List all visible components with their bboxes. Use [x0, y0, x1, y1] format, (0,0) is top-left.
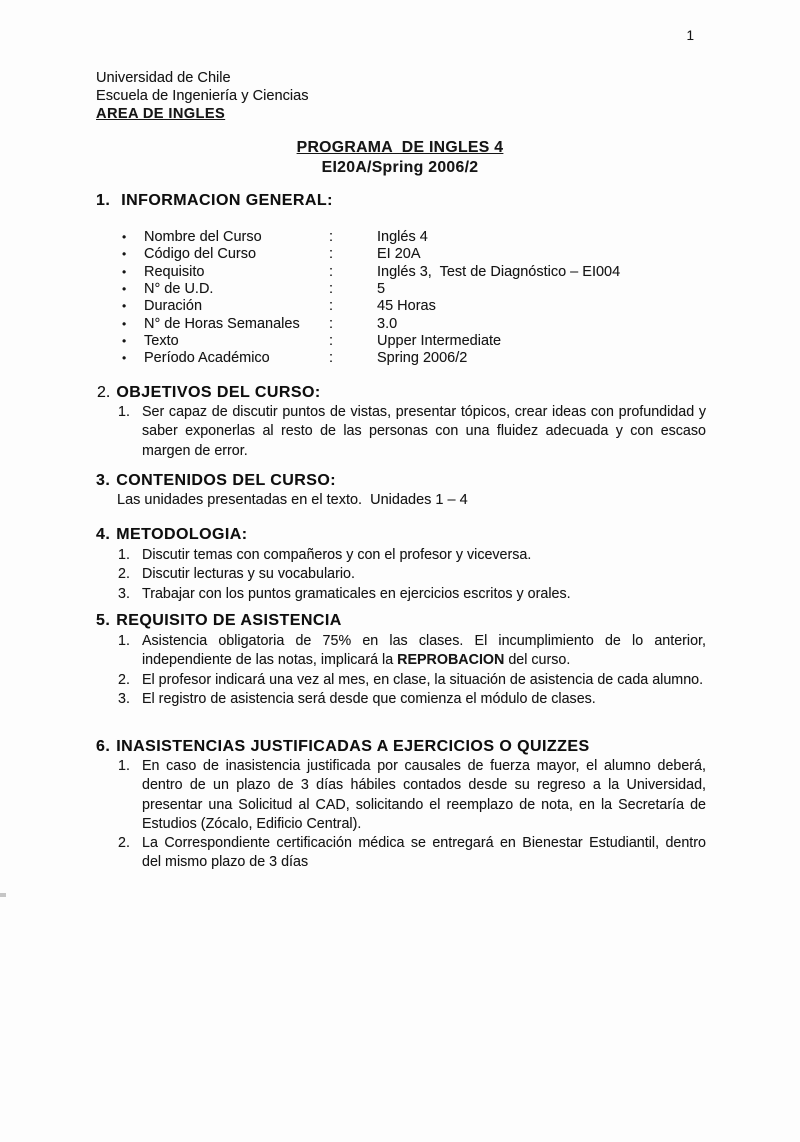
info-row [96, 246, 756, 263]
department-name: AREA DE INGLES [96, 106, 226, 123]
bullet-icon: • [122, 351, 127, 366]
info-value: Spring 2006/2 [377, 350, 468, 367]
school-name: Escuela de Ingeniería y Ciencias [96, 88, 309, 105]
document-title: PROGRAMA DE INGLES 4 [296, 139, 504, 156]
list-item [0, 546, 800, 565]
section-title: REQUISITO DE ASISTENCIA [116, 612, 342, 629]
institution-name: Universidad de Chile [96, 70, 231, 86]
item-text: El profesor indicará una vez al mes, en clase, la situación de asistencia de cada alumno. [142, 671, 704, 688]
bullet-icon: • [122, 247, 127, 262]
section-number: 5. [96, 612, 111, 629]
section-heading-objectives [97, 384, 321, 402]
section-heading-methodology [96, 526, 248, 544]
title-block [0, 138, 800, 177]
section-heading-attendance [96, 612, 342, 630]
item-text [142, 632, 706, 671]
item-number: 2. [118, 671, 130, 688]
section-title: METODOLOGIA: [116, 526, 248, 543]
section-number: 2. [97, 384, 111, 401]
document-subtitle: EI20A/Spring 2006/2 [321, 158, 479, 176]
info-separator: : [329, 281, 334, 298]
section-title: OBJETIVOS DEL CURSO: [116, 384, 321, 401]
info-label: Período Académico [144, 350, 270, 367]
page-number: 1 [686, 28, 694, 43]
item-text-pre: Asistencia obligatoria de 75% en las clases. El incumplimiento de lo anterior, independiente de las notas, implicará la [142, 633, 706, 669]
info-row [96, 298, 756, 315]
info-separator: : [329, 229, 334, 245]
list-item [0, 403, 800, 461]
bullet-icon: • [122, 230, 127, 244]
item-text: En caso de inasistencia justificada por causales de fuerza mayor, el alumno deberá, dentro de un plazo de 3 días hábiles contados desde su regreso a la Universidad, presentar una Solicitud al CAD, solicitando el reemplazo de nota, en la Secretaría de Estudios (Zócalo, Edificio Central). [142, 758, 706, 832]
item-number: 3. [118, 585, 130, 602]
info-label: Código del Curso [144, 246, 257, 263]
bullet-icon: • [122, 282, 127, 297]
item-text: Discutir lecturas y su vocabulario. [142, 566, 355, 583]
item-text: El registro de asistencia será desde que comienza el módulo de clases. [142, 690, 596, 707]
section-number: 1. [96, 192, 111, 209]
item-text: La Correspondiente certificación médica se entregará en Bienestar Estudiantil, dentro del mismo plazo de 3 días [142, 835, 706, 871]
info-value: Upper Intermediate [377, 333, 502, 350]
info-label: N° de U.D. [144, 281, 214, 298]
section-title: INASISTENCIAS JUSTIFICADAS A EJERCICIOS O QUIZZES [116, 738, 590, 755]
section-number: 6. [96, 738, 111, 755]
info-value: 3.0 [377, 315, 398, 332]
methodology-list [0, 546, 800, 604]
info-label: Requisito [144, 263, 205, 280]
info-label: N° de Horas Semanales [144, 315, 300, 332]
item-text-post: del curso. [504, 652, 571, 669]
info-row [96, 316, 756, 333]
section-heading-general-info [96, 192, 333, 210]
info-separator: : [329, 315, 334, 332]
attendance-list [0, 632, 800, 709]
info-label: Duración [144, 298, 203, 315]
item-text: Ser capaz de discutir puntos de vistas, presentar tópicos, crear ideas con profundidad y saber exponerlas al resto de las personas con una fluidez adecuada y con escaso margen de error. [142, 404, 706, 459]
list-item [0, 671, 800, 690]
bullet-icon: • [122, 334, 127, 349]
info-row [96, 264, 756, 281]
item-text: Discutir temas con compañeros y con el profesor y viceversa. [142, 547, 532, 563]
item-text-bold: REPROBACION [397, 652, 505, 669]
info-row [96, 333, 756, 350]
info-value: EI 20A [377, 246, 421, 263]
info-value: Inglés 3, Test de Diagnóstico – EI004 [377, 263, 621, 280]
objectives-list [0, 403, 800, 461]
section-heading-justified-absences [96, 738, 590, 756]
list-item [0, 757, 800, 834]
section-number: 4. [96, 526, 111, 543]
info-separator: : [329, 333, 334, 350]
info-label: Nombre del Curso [144, 229, 262, 245]
info-row [96, 229, 756, 246]
section-title: INFORMACION GENERAL: [121, 192, 333, 209]
list-item [0, 632, 800, 671]
item-number: 1. [118, 404, 130, 420]
info-value: Inglés 4 [377, 229, 428, 245]
list-item [0, 690, 800, 709]
bullet-icon: • [122, 299, 127, 314]
info-value: 45 Horas [377, 298, 436, 315]
item-number: 1. [118, 547, 130, 563]
section-heading-contents [96, 472, 336, 490]
item-number: 2. [118, 835, 130, 852]
item-number: 1. [118, 758, 130, 774]
item-number: 2. [118, 566, 130, 583]
item-text: Trabajar con los puntos gramaticales en ejercicios escritos y orales. [142, 585, 571, 602]
list-item [0, 834, 800, 873]
justified-absences-list [0, 757, 800, 873]
info-label: Texto [144, 333, 179, 350]
bullet-icon: • [122, 264, 127, 279]
bullet-icon: • [122, 316, 127, 331]
info-row [96, 350, 756, 367]
scan-artifact [0, 893, 6, 897]
info-separator: : [329, 263, 334, 280]
item-number: 3. [118, 690, 130, 707]
section-number: 3. [96, 472, 111, 489]
info-value: 5 [377, 281, 386, 298]
list-item [0, 585, 800, 604]
item-number: 1. [118, 633, 130, 649]
info-row [96, 281, 756, 298]
info-separator: : [329, 350, 334, 367]
document-header [96, 69, 309, 124]
section-title: CONTENIDOS DEL CURSO: [116, 472, 337, 489]
info-separator: : [329, 246, 334, 263]
contents-body: Las unidades presentadas en el texto. Unidades 1 – 4 [117, 492, 468, 508]
list-item [0, 565, 800, 584]
info-separator: : [329, 298, 334, 315]
general-info-list [96, 229, 756, 368]
